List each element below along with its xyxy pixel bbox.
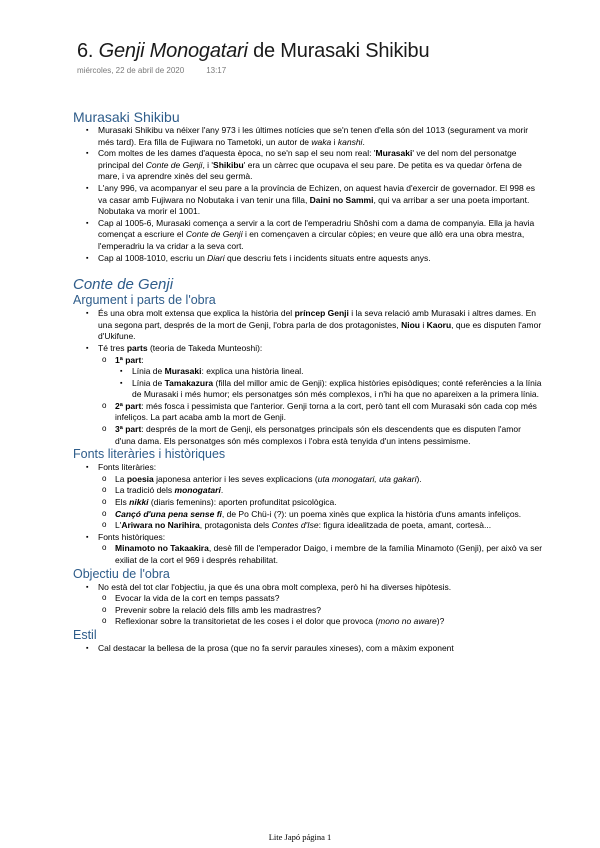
estil-list bbox=[73, 643, 543, 655]
text-segment: : més fosca i pessimista que l'anterior. Genji torna a la cort, però tant ell com Murasaki són cada cop més infeliços. La part acaba amb la mort de Genji. bbox=[115, 400, 537, 423]
list-item bbox=[98, 532, 543, 567]
text-segment: Té tres bbox=[98, 342, 127, 353]
text-segment: , de Po Chü-i (?): un poema xinès que explica la història d'uns amants infeliços. bbox=[221, 508, 522, 519]
title-author: de Murasaki Shikibu bbox=[247, 40, 430, 62]
text-segment: uta monogatari, uta gakari bbox=[317, 473, 417, 484]
text-segment: , qui va arribar a ser una poeta important. Nobutaka va morir el 1001. bbox=[98, 194, 530, 217]
text-segment: parts bbox=[126, 342, 148, 353]
argument-list bbox=[73, 308, 543, 447]
text-segment: ). bbox=[416, 473, 422, 484]
text-segment: i bbox=[419, 319, 427, 330]
text-segment: 1ª part bbox=[115, 354, 142, 365]
list-item bbox=[132, 378, 543, 401]
text-segment: Cap al 1008-1010, escriu un bbox=[98, 252, 208, 263]
text-segment: ' era un càrrec que ocupava el seu pare. De petita es va quedar òrfena de mare, i va aprendre xinès del seu germà. bbox=[98, 159, 522, 182]
text-segment: Fonts literàries: bbox=[98, 462, 157, 473]
text-segment: 3ª part bbox=[115, 424, 142, 435]
text-segment: ' ve del nom del personatge principal del bbox=[98, 148, 517, 170]
list-item bbox=[98, 148, 543, 183]
text-segment: Daini no Sammi bbox=[309, 194, 374, 205]
list-item bbox=[115, 424, 543, 447]
text-segment: Tamakazura bbox=[164, 377, 214, 388]
text-segment: Murasaki Shikibu va néixer l'any 973 i les últimes notícies que se'n tenen d'ella són del 1013 (segurament va morir més tard). Era filla de Fujiwara no Tametoki, un autor de bbox=[98, 125, 529, 147]
text-segment: mono no aware bbox=[378, 616, 437, 627]
list-item bbox=[98, 462, 543, 532]
heading-conte-de-genji: Conte de Genji bbox=[73, 276, 174, 294]
text-segment: Fonts històriques: bbox=[98, 531, 166, 542]
text-segment: No està del tot clar l'objectiu, ja que és una obra molt complexa, però hi ha diverses hipòtesis. bbox=[98, 581, 452, 592]
text-segment: Línia de bbox=[132, 377, 165, 388]
text-segment: : bbox=[141, 354, 144, 365]
list-item bbox=[115, 593, 543, 605]
text-segment: (diaris femenins): aporten profunditat psicològica. bbox=[148, 497, 337, 508]
list-item bbox=[115, 616, 543, 628]
text-segment: Cançó d'una pena sense fi bbox=[115, 508, 222, 519]
list-item bbox=[132, 366, 543, 378]
text-segment: que descriu fets i incidents situats entre aquests anys. bbox=[224, 252, 431, 263]
text-segment: i la seva relació amb Murasaki i altres dames. En una segona part, després de la mort de Genji, l'obra parla de dos protagonistes, bbox=[98, 308, 536, 330]
text-segment: i bbox=[331, 136, 338, 147]
text-segment: , i ' bbox=[202, 159, 214, 170]
list-item bbox=[115, 509, 543, 521]
text-segment: Conte de Genji bbox=[145, 159, 203, 170]
note-content bbox=[73, 109, 543, 655]
text-segment: Cap al 1005-6, Murasaki comença a servir a la cort de l'emperadriu Shôshi com a dama de companyia. Ella ja havia començat a escriure el bbox=[98, 217, 535, 240]
fonts-list bbox=[73, 462, 543, 566]
text-segment: (filla del millor amic de Genji): explica històries episòdiques; conté referències a la línia de Murasaki i més humor; els personatges són més complexos, i n'hi ha que no apareixen a la primera línia. bbox=[132, 377, 542, 400]
list-item bbox=[115, 497, 543, 509]
murasaki-list bbox=[73, 125, 543, 264]
page-footer: Lite Japó página 1 bbox=[268, 832, 332, 842]
heading-murasaki-shikibu: Murasaki Shikibu bbox=[73, 109, 180, 125]
text-segment: , desè fill de l'emperador Daigo, i membre de la família Minamoto (Genji), per això va ser exiliat de la cort el 969 i després rehabilitat. bbox=[115, 543, 543, 565]
text-segment: Murasaki bbox=[164, 366, 202, 377]
text-segment: poesia bbox=[126, 473, 154, 484]
list-item bbox=[98, 308, 543, 343]
text-segment: japonesa anterior i les seves explicacions ( bbox=[153, 473, 318, 484]
objectiu-list bbox=[73, 582, 543, 628]
heading-argument: Argument i parts de l'obra bbox=[73, 293, 216, 308]
text-segment: i en començaven a circular còpies; en veure que allò era una obra mestra, l'emperadriu la va cridar a la seva cort. bbox=[98, 229, 525, 251]
text-segment: Niou bbox=[401, 319, 420, 330]
list-item bbox=[98, 343, 543, 447]
text-segment: Diari bbox=[207, 252, 225, 263]
list-item bbox=[115, 520, 543, 532]
hypotheses-list bbox=[98, 593, 543, 628]
text-segment: Reflexionar sobre la transitorietat de les coses i el dolor que provoca ( bbox=[115, 616, 379, 627]
text-segment: Minamoto no Takaakira bbox=[115, 543, 209, 554]
text-segment: Conte de Genji bbox=[185, 229, 243, 240]
text-segment: La bbox=[115, 473, 127, 484]
list-item bbox=[115, 474, 543, 486]
list-item bbox=[115, 485, 543, 497]
historical-sources-list bbox=[98, 543, 543, 566]
text-segment: waka bbox=[311, 136, 332, 147]
text-segment: monogatari bbox=[174, 485, 221, 496]
text-segment: : explica una història lineal. bbox=[201, 366, 304, 377]
text-segment: (teoria de Takeda Munteoshi): bbox=[147, 342, 263, 353]
text-segment: : figura idealitzada de poeta, amant, cortesà... bbox=[318, 520, 492, 531]
literary-sources-list bbox=[98, 474, 543, 532]
list-item bbox=[98, 125, 543, 148]
text-segment: )? bbox=[436, 616, 445, 627]
text-segment: Murasaki bbox=[375, 148, 413, 159]
text-segment: 2ª part bbox=[115, 400, 142, 411]
text-segment: Com moltes de les dames d'aquesta època, no se'n sap el seu nom real: ' bbox=[98, 148, 376, 159]
text-segment: . bbox=[220, 485, 224, 496]
title-work: Genji Monogatari bbox=[98, 40, 248, 62]
page-title bbox=[77, 40, 429, 63]
text-segment: La tradició dels bbox=[115, 485, 175, 496]
text-segment: Els bbox=[115, 497, 130, 508]
text-segment: , que es disputen l'amor d'Ukifune. bbox=[98, 319, 542, 342]
text-segment: L'any 996, va acompanyar el seu pare a la província de Echizen, on aquest havia d'exercir de governador. El 998 es va casar amb Fujiwara no Nobutaka i van tenir una filla, bbox=[98, 182, 536, 205]
parts-list bbox=[98, 355, 543, 448]
list-item bbox=[115, 605, 543, 617]
text-segment: Kaoru bbox=[426, 319, 452, 330]
heading-objectiu: Objectiu de l'obra bbox=[73, 566, 170, 581]
note-date: miércoles, 22 de abril de 2020 bbox=[77, 66, 185, 75]
text-segment: Ariwara no Narihira bbox=[121, 520, 200, 531]
text-segment: príncep Genji bbox=[294, 308, 349, 319]
text-segment: Línia de bbox=[132, 366, 165, 377]
text-segment: , protagonista dels bbox=[199, 520, 272, 531]
text-segment: nikki bbox=[129, 497, 149, 508]
part1-sublist bbox=[115, 366, 543, 401]
text-segment: . bbox=[362, 136, 365, 147]
text-segment: kanshi bbox=[337, 136, 363, 147]
text-segment: És una obra molt extensa que explica la història del bbox=[98, 308, 295, 319]
list-item bbox=[115, 401, 543, 424]
note-metadata bbox=[77, 66, 226, 75]
heading-estil: Estil bbox=[73, 627, 97, 642]
list-item bbox=[98, 253, 543, 265]
list-item bbox=[98, 582, 543, 628]
note-time: 13:17 bbox=[206, 66, 227, 75]
text-segment: : després de la mort de Genji, els personatges principals són els descendents que es disputen l'amor d'una dama. Els personatges són més complexos i l'obra està tenyida d'un intens pessimisme. bbox=[115, 424, 521, 446]
text-segment: Contes d'Ise bbox=[271, 520, 319, 531]
text-segment: Cal destacar la bellesa de la prosa (que no fa servir paraules xineses), com a màxim exponent bbox=[98, 642, 454, 653]
list-item bbox=[98, 218, 543, 253]
text-segment: L' bbox=[115, 520, 122, 531]
heading-fonts: Fonts literàries i històriques bbox=[73, 447, 226, 462]
list-item bbox=[115, 543, 543, 566]
text-segment: Prevenir sobre la relació dels fills amb les madrastres? bbox=[115, 604, 321, 615]
list-item bbox=[115, 355, 543, 401]
text-segment: Shikibu bbox=[213, 159, 244, 170]
title-number: 6. bbox=[77, 40, 94, 62]
text-segment: Evocar la vida de la cort en temps passats? bbox=[115, 593, 280, 604]
list-item bbox=[98, 183, 543, 218]
list-item bbox=[98, 643, 543, 655]
